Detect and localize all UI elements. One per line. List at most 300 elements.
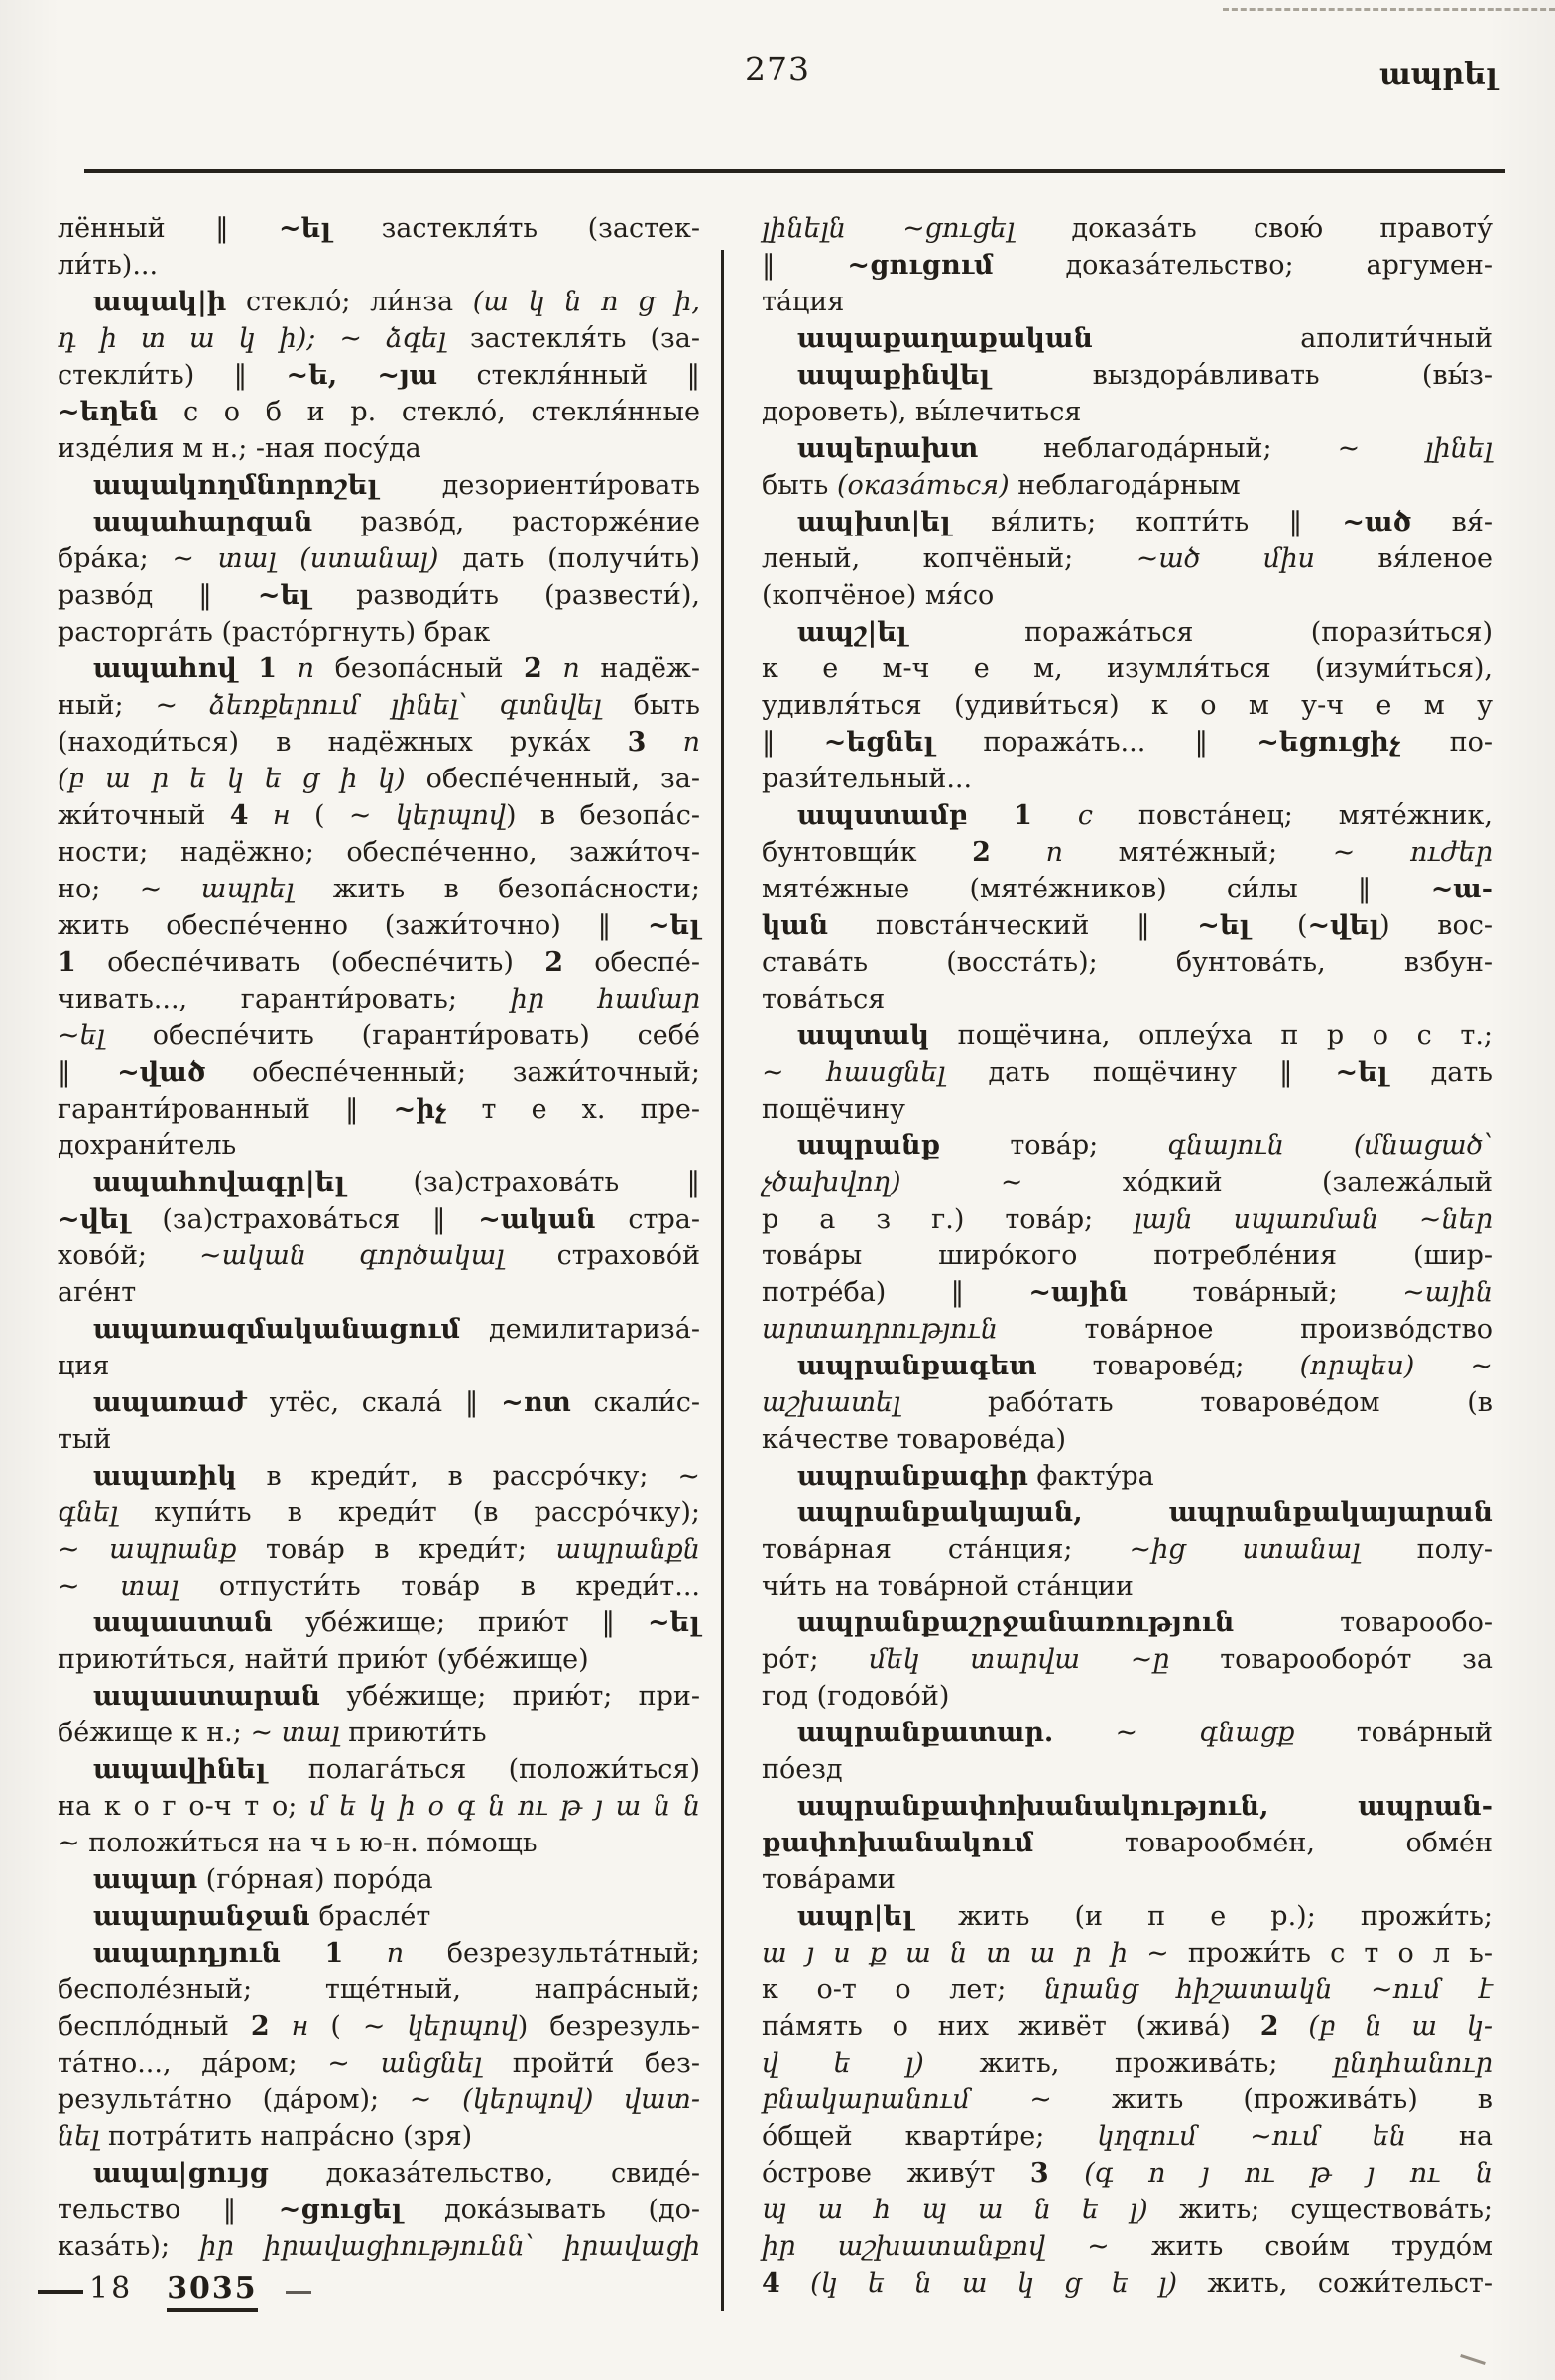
dictionary-line [762,1788,1493,1825]
dictionary-line [58,1935,700,1971]
dictionary-line [762,1091,1493,1128]
translation-text: факту́ра [1027,1461,1154,1491]
translation-text: това́ться [762,984,886,1014]
dictionary-line [58,1054,700,1091]
armenian-headword-text: ապառաժ [93,1387,247,1418]
translation-text: год (годово́й) [762,1681,950,1712]
armenian-headword-text: ապահովագր|ել [93,1167,346,1198]
translation-text: жить в безопа́сности; [294,874,700,904]
dictionary-line [58,1751,700,1788]
example-italic-text: լինելն ~ցուցել [762,213,1016,244]
translation-text: ~ хо́дкий (залежа́лый [900,1167,1493,1198]
dictionary-line [58,2008,700,2045]
example-italic-text: п [990,837,1119,868]
dictionary-line [762,357,1493,394]
dictionary-line [58,2118,700,2155]
example-italic-text: ուժեր [1409,837,1494,868]
translation-text: товарооборо́т за [1169,1644,1493,1675]
armenian-headword-text: ~ել [257,580,310,611]
armenian-headword-text: ապահարզան [93,507,313,537]
armenian-headword-text: ապր|ել [797,1901,913,1932]
example-italic-text: ~ից ստանալ [1129,1534,1361,1565]
translation-text: това́рный [1294,1718,1493,1748]
left-column [58,210,700,2265]
example-italic-text: իր համար [510,984,700,1014]
translation-text: ный; ~ [58,690,209,721]
dictionary-line [58,1128,700,1164]
armenian-headword-text: ապրանքաշրջանառություն [797,1607,1235,1638]
translation-text: ли́ть)... [58,250,159,281]
example-italic-text: բնակարանում ~ [762,2084,1052,2115]
dictionary-line [58,2045,700,2082]
dictionary-line [762,2118,1493,2155]
dictionary-line [58,1348,700,1384]
armenian-headword-text: ~վել [58,1204,130,1235]
translation-text: надёж- [600,654,701,684]
translation-text: ности; надёжно; обеспе́ченно, зажи́точ- [58,837,700,868]
translation-text: разво́д ‖ [58,580,258,611]
armenian-headword-text: ապահով 1 [93,654,278,684]
dictionary-line [58,1238,700,1274]
translation-text: ~ [58,1534,110,1565]
armenian-headword-text: ~եղեն [58,397,159,427]
armenian-headword-text: ապաստարան [93,1681,321,1712]
translation-text: обеспе́ченный, за- [405,764,700,794]
translation-text: пощёчина, оплеу́ха п р о с т.; [929,1020,1493,1051]
translation-text: страхово́й [504,1241,700,1271]
dictionary-line [762,1971,1493,2008]
translation-text: в креди́т, в рассро́чку; ~ [236,1461,700,1491]
dictionary-line [58,651,700,687]
dictionary-line [58,944,700,981]
translation-text: товарообме́н, обме́н [1033,1828,1493,1858]
example-italic-text: աշխատել [762,1387,901,1418]
dictionary-line [58,210,700,247]
translation-text: ) безрезуль- [517,2011,700,2042]
dictionary-line [58,981,700,1017]
dictionary-line [762,1164,1493,1201]
example-italic-text: н [269,2011,331,2042]
armenian-headword-text: ապավինել [93,1754,267,1785]
armenian-headword-text: 2 [972,837,991,868]
armenian-headword-text: ապխտ|ել [797,507,951,537]
translation-text: бе́жище к н.; ~ [58,1718,282,1748]
translation-text: леный, копчёный; [762,543,1136,574]
example-italic-text: ձեռքերում լինել՝ գտնվել [208,690,602,721]
translation-text: ~ [58,1571,121,1602]
example-italic-text: (բ ա ր ե կ ե ց ի կ) [58,764,406,794]
dictionary-line [58,1421,700,1458]
translation-text: к о-т о лет; [762,1974,1044,2005]
translation-text: ~ [1053,1718,1200,1748]
translation-text: (за)страхова́ть ‖ [345,1167,700,1198]
translation-text: убе́жище; прию́т; при- [320,1681,700,1712]
dictionary-line [58,1311,700,1348]
armenian-headword-text: ապստամբ 1 [797,800,1032,831]
scan-artifact-dashes [1223,8,1555,11]
example-italic-text: կերպով [407,2011,518,2042]
translation-text: на [1405,2121,1493,2152]
column-divider-rule [721,250,724,2311]
translation-text: разводи́ть (развести́), [309,580,700,611]
translation-text: быть [762,470,837,501]
armenian-headword-text: ~եցնել [823,727,935,758]
example-italic-text: п [277,654,335,684]
translation-text: дороветь), вы́лечиться [762,397,1082,427]
translation-text: неблагода́рный; ~ [978,433,1426,464]
translation-text: дать (получи́ть) [438,543,700,574]
dictionary-line [58,871,700,907]
translation-text: та́ция [762,287,845,317]
example-italic-text: իր իրավացիությունն՝ իրավացի [199,2231,700,2262]
armenian-headword-text: ապառազմականացում [93,1314,460,1345]
example-italic-text: ~ական գործակալ [199,1241,505,1271]
dictionary-line [58,1605,700,1641]
dictionary-line [58,1274,700,1311]
dictionary-line [58,2192,700,2228]
dictionary-line [762,210,1493,247]
example-italic-text: п [541,654,601,684]
example-italic-text: տալ (ստանալ) [217,543,439,574]
translation-text: вя́леное [1314,543,1493,574]
translation-text: това́р; [940,1130,1168,1161]
translation-text: по́езд [762,1754,843,1785]
dictionary-line [762,1605,1493,1641]
translation-text: това́рами [762,1864,896,1895]
translation-text: ) вос- [1379,910,1493,941]
example-italic-text: н [248,800,314,831]
example-italic-text: (որպես) [1299,1351,1415,1381]
translation-text: на к о г о-ч т о; [58,1791,310,1822]
dictionary-line [762,1238,1493,1274]
translation-text: брасле́т [309,1901,431,1932]
dictionary-line [58,247,700,284]
dictionary-line [762,1825,1493,1861]
translation-text: гаранти́рованный ‖ [58,1094,394,1125]
translation-text: полу- [1360,1534,1494,1565]
dictionary-line [58,540,700,577]
armenian-headword-text: ~վել [1307,910,1380,941]
translation-text: дать [1387,1057,1493,1088]
translation-text: безрезульта́тный; [446,1938,700,1968]
example-italic-text: անցնել [380,2048,483,2079]
armenian-headword-text: ապառիկ [93,1461,237,1491]
armenian-headword-text: ~ված [117,1057,206,1088]
dictionary-line [762,540,1493,577]
translation-text: бунтовщи́к [762,837,973,868]
example-italic-text: լինել [1425,433,1493,464]
translation-text: дока́зывать (до- [402,2195,700,2225]
translation-text: доказа́тельство, свиде́- [268,2158,700,2189]
dictionary-line [58,687,700,724]
print-order-number: 3035 [167,2271,258,2312]
translation-text: ‖ [762,727,824,758]
translation-text: отпусти́ть това́р в креди́т... [179,1571,700,1602]
armenian-headword-text: ~ա- [1430,874,1493,904]
dictionary-line [762,1274,1493,1311]
translation-text: по- [1400,727,1493,758]
example-italic-text: (ա կ ն ո ց ի, [472,287,700,317]
armenian-headword-text: ~ցուցում [847,250,994,281]
footer-lead-dash [38,2290,83,2294]
dictionary-line [58,1091,700,1128]
translation-text: повста́нческий ‖ [828,910,1198,941]
dictionary-line [762,2082,1493,2118]
dictionary-line [762,1678,1493,1715]
dictionary-line [762,2192,1493,2228]
example-italic-text: ~ել [58,1020,105,1051]
armenian-headword-text: ապշ|ել [797,617,907,648]
armenian-headword-text: ապակ|ի [93,287,227,317]
dictionary-line [762,614,1493,651]
example-italic-text: с [1031,800,1138,831]
translation-text: жить (и п е р.); прожи́ть; [912,1901,1493,1932]
translation-text: това́рный; [1128,1277,1403,1308]
dictionary-line [762,467,1493,504]
translation-text: хово́й; [58,1241,199,1271]
armenian-headword-text: ~ական [478,1204,596,1235]
translation-text: результа́тно (да́ром); ~ [58,2084,463,2115]
armenian-headword-text: ապրանքագետ [797,1351,1037,1381]
dictionary-line [58,2082,700,2118]
armenian-headword-text: 3 [627,727,647,758]
translation-text: (находи́ться) в надёжных рука́х [58,727,628,758]
dictionary-line [58,1788,700,1825]
translation-text: това́р в креди́т; [236,1534,556,1565]
translation-text: това́рная ста́нция; [762,1534,1130,1565]
armenian-headword-text: ապերախտ [797,433,979,464]
translation-text: демилитариза́- [459,1314,700,1345]
dictionary-line [762,430,1493,467]
translation-text: о́бщей кварти́ре; [762,2121,1098,2152]
translation-text: ~ [762,1057,827,1088]
armenian-headword-text: ~ցուցել [278,2195,403,2225]
translation-text: обеспе́чить (гаранти́ровать) себе́ [104,1020,700,1051]
translation-text: каза́ть); [58,2231,200,2262]
translation-text: пройти́ без- [482,2048,700,2079]
armenian-headword-text: 4 [229,800,249,831]
dictionary-line [762,1201,1493,1238]
guide-word: ապրել [1379,58,1497,92]
translation-text: полага́ться (положи́ться) [266,1754,700,1785]
armenian-headword-text: 2 [544,947,563,978]
example-italic-text: նել [58,2121,100,2152]
translation-text: выздора́вливать (вы́з- [990,360,1493,391]
translation-text: разво́д, расторже́ние [312,507,700,537]
example-italic-text: ~ային [1402,1277,1493,1308]
translation-text: (за)страхова́ться ‖ [129,1204,479,1235]
translation-text: товарообо- [1234,1607,1493,1638]
translation-text: прожи́ть с т о л ь- [1168,1938,1493,1968]
example-italic-text: գնայուն (մնացած՝ [1167,1130,1493,1161]
dictionary-line [58,1825,700,1861]
translation-text: дать пощёчину ‖ [945,1057,1336,1088]
example-italic-text: ~ած միս [1136,543,1315,574]
translation-text: застекля́ть (за- [445,323,700,354]
translation-text: рази́тельный... [762,764,973,794]
example-italic-text: ա յ ս ք ա ն տ ա ր ի ~ [762,1938,1169,1968]
translation-text: приюти́ться, найти́ прию́т (убе́жище) [58,1644,589,1675]
dictionary-line [58,504,700,540]
example-italic-text: ապրել [200,874,295,904]
dictionary-line [762,1641,1493,1678]
armenian-headword-text: քափոխանակում [762,1828,1034,1858]
translation-text: обеспе́ченный; зажи́точный; [205,1057,700,1088]
armenian-headword-text: ապրանքագիր [797,1461,1028,1491]
translation-text: неблагода́рным [1009,470,1241,501]
dictionary-line [58,430,700,467]
armenian-headword-text: ~ած [1342,507,1412,537]
dictionary-line [58,614,700,651]
translation-text: мяте́жные (мяте́жников) си́лы ‖ [762,874,1431,904]
translation-text: рабо́тать товарове́дом (в [900,1387,1493,1418]
translation-text: товарове́д; [1036,1351,1300,1381]
translation-text: това́ры широ́кого потребле́ния (шир- [762,1241,1493,1271]
armenian-headword-text: ապրանք [797,1130,941,1161]
translation-text: потре́ба) ‖ [762,1277,1029,1308]
dictionary-line [762,981,1493,1017]
translation-text: безопа́сный [334,654,525,684]
dictionary-line [762,1715,1493,1751]
example-italic-text: նրանց հիշատակն ~ում է [1043,1974,1493,2005]
armenian-headword-text: 2 [1259,2011,1279,2042]
translation-text: повста́нец; мяте́жник, [1137,800,1493,831]
dictionary-line [58,1494,700,1531]
translation-text: но; ~ [58,874,201,904]
dictionary-line [58,1861,700,1898]
dictionary-line [762,907,1493,944]
armenian-headword-text: ապտակ [797,1020,930,1051]
translation-text: дезориенти́ровать [378,470,700,501]
translation-text: быть [601,690,700,721]
translation-text: дохрани́тель [58,1130,237,1161]
dictionary-line [762,1421,1493,1458]
example-italic-text: (գ ո յ ու թ յ ու ն [1048,2158,1493,2189]
translation-text: р а з г.) това́р; [762,1204,1135,1235]
translation-text: та́тно..., да́ром; ~ [58,2048,381,2079]
armenian-headword-text: ապակողմնորոշել [93,470,379,501]
armenian-headword-text: ապա|ցույց [93,2158,269,2189]
armenian-headword-text: ~ել [1197,910,1251,941]
dictionary-line [762,944,1493,981]
translation-text: ция [58,1351,110,1381]
armenian-headword-text: կան [762,910,829,941]
dictionary-line [58,1017,700,1054]
translation-text: тельство ‖ [58,2195,279,2225]
signature-sheet-number: 18 [89,2271,134,2306]
translation-text: стекло́; ли́нза [226,287,473,317]
right-column [762,210,1493,2302]
translation-text: жить; существова́ть; [1147,2195,1493,2225]
armenian-headword-text: ~ել [1335,1057,1388,1088]
example-italic-text: (оказа́ться) [836,470,1010,501]
translation-text: тый [58,1424,112,1455]
example-italic-text: գնացք [1199,1718,1295,1748]
dictionary-line [762,761,1493,797]
example-italic-text: ձգել [385,323,446,354]
translation-text: жить, сожи́тельст- [1177,2268,1493,2299]
translation-text: скали́с- [570,1387,700,1418]
example-italic-text: п [343,1938,447,1968]
translation-text: о́строве живу́т [762,2158,1030,2189]
dictionary-line [762,687,1493,724]
armenian-headword-text: 1 [58,947,76,978]
translation-text: доказа́ть свою́ правоту́ [1015,213,1493,244]
dictionary-line [762,1751,1493,1788]
page-number: 273 [745,50,810,88]
translation-text: потра́тить напра́сно (зря) [99,2121,473,2152]
translation-text: ‖ [762,250,848,281]
armenian-headword-text: ~իչ [393,1094,447,1125]
translation-text: т е х. пре- [446,1094,701,1125]
armenian-headword-text: ապարանջան [93,1901,310,1932]
armenian-headword-text: ~ե, ~յա [286,360,438,391]
scan-artifact-mark [1460,2354,1486,2365]
translation-text: чивать..., гаранти́ровать; [58,984,511,1014]
example-italic-text: կղզում ~ում են [1097,2121,1406,2152]
dictionary-line [58,761,700,797]
translation-text: приюти́ть [339,1718,487,1748]
translation-text: стекля́нный ‖ [437,360,700,391]
dictionary-line [762,1494,1493,1531]
translation-text: ‖ [58,1057,118,1088]
translation-text: вя́лить; копти́ть ‖ [950,507,1343,537]
dictionary-line [762,504,1493,540]
translation-text: лённый ‖ [58,213,280,244]
armenian-headword-text: 2 [524,654,542,684]
dictionary-line [58,2155,700,2192]
translation-text: убе́жище; прию́т ‖ [273,1607,648,1638]
dictionary-line [58,357,700,394]
translation-text: стра- [595,1204,700,1235]
translation-text: става́ть (восста́ть); бунтова́ть, взбун- [762,947,1493,978]
example-italic-text: կերպով [395,800,507,831]
example-italic-text: п [646,727,700,758]
dictionary-line [58,467,700,504]
translation-text: застекля́ть (застек- [331,213,700,244]
example-italic-text: հասցնել [826,1057,946,1088]
translation-text: поража́ть... ‖ [934,727,1257,758]
translation-text: ( ~ [313,800,396,831]
armenian-headword-text: ապար [93,1864,198,1895]
dictionary-line [58,1898,700,1935]
translation-text: жить (прожива́ть) в [1051,2084,1493,2115]
printers-signature [38,2271,311,2306]
example-italic-text: իր աշխատանքով ~ [762,2231,1110,2262]
translation-text: жить свои́м трудо́м [1109,2231,1493,2262]
dictionary-line [762,1017,1493,1054]
dictionary-line [762,2265,1493,2302]
dictionary-line [58,320,700,357]
armenian-headword-text: 3 [1029,2158,1049,2189]
dictionary-line [762,1861,1493,1898]
armenian-headword-text: ~եցուցիչ [1256,727,1401,758]
dictionary-line [58,1971,700,2008]
example-italic-text: մ ե կ ի օ գ ն ու թ յ ա ն ն [309,1791,700,1822]
translation-text: удивля́ться (удиви́ться) к о м у-ч е м у [762,690,1493,721]
translation-text: жить обеспе́ченно (зажи́точно) ‖ [58,910,648,941]
armenian-headword-text: 4 [762,2268,780,2299]
dictionary-line [762,394,1493,430]
translation-text: това́рное произво́дство [997,1314,1493,1345]
example-italic-text: ապրանքն [555,1534,700,1565]
armenian-headword-text: ~ել [647,1607,700,1638]
dictionary-line [762,1054,1493,1091]
example-italic-text: (բ ն ա կ- [1278,2011,1493,2042]
dictionary-line [58,907,700,944]
dictionary-line [762,1458,1493,1494]
dictionary-line [58,1201,700,1238]
